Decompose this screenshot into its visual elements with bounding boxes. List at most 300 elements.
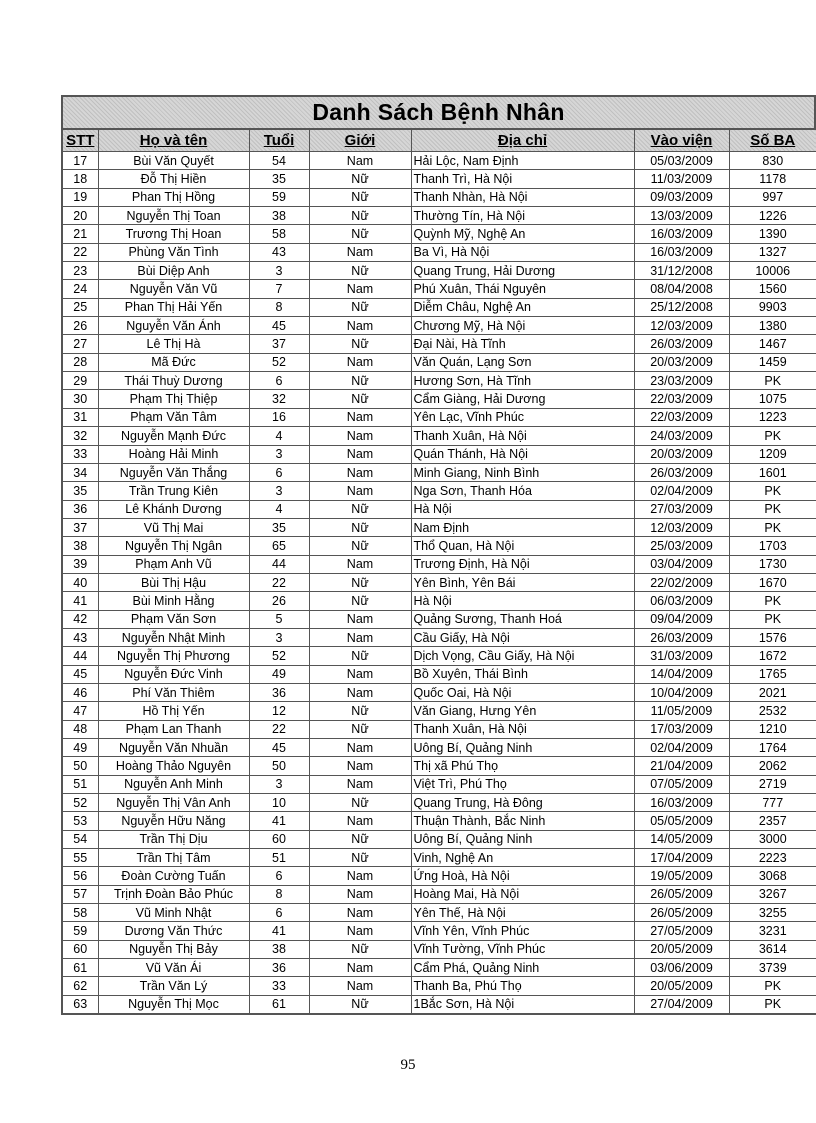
cell-age: 65 [249,537,309,555]
cell-address: Yên Bình, Yên Bái [411,573,634,591]
cell-stt: 41 [62,592,98,610]
cell-name: Trương Thị Hoan [98,225,249,243]
cell-stt: 49 [62,739,98,757]
cell-stt: 24 [62,280,98,298]
cell-admission-date: 26/03/2009 [634,463,729,481]
cell-gender: Nữ [309,573,411,591]
cell-stt: 63 [62,995,98,1014]
cell-admission-date: 03/06/2009 [634,959,729,977]
cell-address: Đại Nài, Hà Tĩnh [411,335,634,353]
cell-record-number: 1210 [729,720,816,738]
table-row [62,500,816,518]
cell-record-number: 3267 [729,885,816,903]
cell-name: Phạm Anh Vũ [98,555,249,573]
cell-record-number: 2532 [729,702,816,720]
cell-stt: 47 [62,702,98,720]
cell-name: Nguyễn Thị Bảy [98,940,249,958]
cell-address: Quảng Sương, Thanh Hoá [411,610,634,628]
table-row [62,170,816,188]
cell-record-number: 2223 [729,849,816,867]
cell-gender: Nam [309,317,411,335]
cell-age: 6 [249,904,309,922]
cell-name: Nguyễn Văn Vũ [98,280,249,298]
table-row [62,812,816,830]
cell-stt: 23 [62,262,98,280]
cell-gender: Nữ [309,298,411,316]
cell-age: 36 [249,959,309,977]
table-row [62,739,816,757]
cell-record-number: PK [729,610,816,628]
cell-stt: 27 [62,335,98,353]
table-row [62,463,816,481]
cell-name: Phạm Thị Thiệp [98,390,249,408]
cell-address: Thanh Trì, Hà Nội [411,170,634,188]
cell-address: Vĩnh Tường, Vĩnh Phúc [411,940,634,958]
cell-age: 3 [249,775,309,793]
table-row [62,152,816,170]
header-record-number: Số BA [729,130,816,152]
cell-admission-date: 27/03/2009 [634,500,729,518]
cell-stt: 44 [62,647,98,665]
cell-stt: 34 [62,463,98,481]
table-row [62,665,816,683]
cell-age: 43 [249,243,309,261]
table-row [62,849,816,867]
cell-name: Bùi Thị Hậu [98,573,249,591]
cell-stt: 32 [62,427,98,445]
cell-record-number: 997 [729,188,816,206]
cell-address: Văn Giang, Hưng Yên [411,702,634,720]
cell-name: Bùi Diệp Anh [98,262,249,280]
header-gender: Giới [309,130,411,152]
cell-address: Minh Giang, Ninh Bình [411,463,634,481]
cell-age: 6 [249,372,309,390]
cell-gender: Nữ [309,830,411,848]
cell-name: Dương Văn Thức [98,922,249,940]
table-row [62,757,816,775]
cell-admission-date: 06/03/2009 [634,592,729,610]
cell-age: 35 [249,518,309,536]
cell-age: 3 [249,445,309,463]
cell-age: 33 [249,977,309,995]
cell-record-number: 1765 [729,665,816,683]
cell-stt: 29 [62,372,98,390]
table-row [62,683,816,701]
cell-stt: 53 [62,812,98,830]
cell-admission-date: 03/04/2009 [634,555,729,573]
cell-age: 22 [249,573,309,591]
cell-name: Lê Thị Hà [98,335,249,353]
cell-stt: 46 [62,683,98,701]
table-row [62,977,816,995]
cell-admission-date: 17/04/2009 [634,849,729,867]
cell-name: Phan Thị Hồng [98,188,249,206]
cell-address: Hải Lộc, Nam Định [411,152,634,170]
cell-name: Hoàng Hải Minh [98,445,249,463]
cell-address: Việt Trì, Phú Thọ [411,775,634,793]
cell-stt: 22 [62,243,98,261]
cell-admission-date: 13/03/2009 [634,207,729,225]
cell-admission-date: 26/05/2009 [634,904,729,922]
sheet-title: Danh Sách Bệnh Nhân [61,95,816,129]
cell-admission-date: 07/05/2009 [634,775,729,793]
cell-gender: Nam [309,445,411,463]
cell-gender: Nam [309,665,411,683]
cell-address: Quang Trung, Hà Đông [411,794,634,812]
table-row [62,628,816,646]
cell-record-number: 1075 [729,390,816,408]
cell-gender: Nữ [309,720,411,738]
cell-stt: 20 [62,207,98,225]
cell-gender: Nữ [309,537,411,555]
cell-record-number: 3068 [729,867,816,885]
cell-stt: 36 [62,500,98,518]
cell-address: Quỳnh Mỹ, Nghệ An [411,225,634,243]
cell-stt: 18 [62,170,98,188]
cell-age: 5 [249,610,309,628]
cell-gender: Nam [309,885,411,903]
cell-address: Hương Sơn, Hà Tĩnh [411,372,634,390]
cell-address: Cẩm Phá, Quảng Ninh [411,959,634,977]
cell-gender: Nữ [309,225,411,243]
cell-age: 3 [249,262,309,280]
cell-admission-date: 22/03/2009 [634,390,729,408]
cell-admission-date: 27/04/2009 [634,995,729,1014]
cell-gender: Nam [309,482,411,500]
table-row [62,647,816,665]
table-row [62,280,816,298]
cell-stt: 60 [62,940,98,958]
table-row [62,317,816,335]
cell-record-number: 2719 [729,775,816,793]
cell-address: Dịch Vọng, Cầu Giấy, Hà Nội [411,647,634,665]
cell-admission-date: 12/03/2009 [634,317,729,335]
cell-admission-date: 08/04/2008 [634,280,729,298]
cell-address: Cầu Giấy, Hà Nội [411,628,634,646]
cell-admission-date: 17/03/2009 [634,720,729,738]
cell-stt: 48 [62,720,98,738]
cell-address: Hoàng Mai, Hà Nội [411,885,634,903]
cell-name: Phạm Văn Sơn [98,610,249,628]
cell-name: Phạm Văn Tâm [98,408,249,426]
cell-record-number: PK [729,977,816,995]
table-row [62,885,816,903]
cell-address: Bồ Xuyên, Thái Bình [411,665,634,683]
cell-record-number: PK [729,427,816,445]
table-row [62,555,816,573]
cell-admission-date: 22/03/2009 [634,408,729,426]
table-row [62,335,816,353]
cell-record-number: 2021 [729,683,816,701]
cell-admission-date: 27/05/2009 [634,922,729,940]
cell-stt: 33 [62,445,98,463]
cell-age: 26 [249,592,309,610]
cell-name: Nguyễn Nhật Minh [98,628,249,646]
cell-record-number: 1223 [729,408,816,426]
table-row [62,518,816,536]
cell-age: 45 [249,317,309,335]
cell-gender: Nam [309,739,411,757]
cell-age: 6 [249,463,309,481]
cell-record-number: 1764 [729,739,816,757]
cell-name: Nguyễn Đức Vinh [98,665,249,683]
cell-gender: Nữ [309,647,411,665]
cell-record-number: 1672 [729,647,816,665]
cell-stt: 39 [62,555,98,573]
cell-address: Cẩm Giàng, Hải Dương [411,390,634,408]
cell-stt: 51 [62,775,98,793]
cell-address: Thanh Ba, Phú Thọ [411,977,634,995]
cell-age: 12 [249,702,309,720]
cell-stt: 17 [62,152,98,170]
cell-age: 41 [249,812,309,830]
cell-name: Trần Trung Kiên [98,482,249,500]
cell-address: Quang Trung, Hải Dương [411,262,634,280]
cell-gender: Nam [309,757,411,775]
cell-admission-date: 05/05/2009 [634,812,729,830]
cell-stt: 61 [62,959,98,977]
cell-name: Trần Văn Lý [98,977,249,995]
cell-admission-date: 11/05/2009 [634,702,729,720]
cell-record-number: PK [729,518,816,536]
cell-name: Phan Thị Hải Yến [98,298,249,316]
cell-stt: 38 [62,537,98,555]
table-row [62,959,816,977]
cell-stt: 55 [62,849,98,867]
table-header [62,130,816,152]
cell-name: Nguyễn Mạnh Đức [98,427,249,445]
cell-age: 54 [249,152,309,170]
cell-address: Nam Định [411,518,634,536]
table-row [62,482,816,500]
cell-admission-date: 23/03/2009 [634,372,729,390]
cell-age: 3 [249,628,309,646]
cell-gender: Nam [309,977,411,995]
cell-age: 45 [249,739,309,757]
cell-name: Thái Thuỳ Dương [98,372,249,390]
table-row [62,188,816,206]
table-row [62,610,816,628]
cell-record-number: 1730 [729,555,816,573]
table-row [62,775,816,793]
cell-admission-date: 22/02/2009 [634,573,729,591]
cell-admission-date: 26/03/2009 [634,335,729,353]
cell-name: Đoàn Cường Tuấn [98,867,249,885]
cell-record-number: 1380 [729,317,816,335]
table-row [62,794,816,812]
table-row [62,904,816,922]
cell-admission-date: 25/03/2009 [634,537,729,555]
cell-stt: 35 [62,482,98,500]
cell-address: 1Bắc Sơn, Hà Nội [411,995,634,1014]
cell-gender: Nam [309,408,411,426]
cell-stt: 37 [62,518,98,536]
patient-list-sheet [61,95,816,1015]
cell-stt: 30 [62,390,98,408]
cell-age: 7 [249,280,309,298]
cell-name: Bùi Minh Hằng [98,592,249,610]
cell-age: 52 [249,353,309,371]
cell-admission-date: 20/03/2009 [634,353,729,371]
cell-name: Bùi Văn Quyết [98,152,249,170]
cell-record-number: PK [729,482,816,500]
cell-address: Quán Thánh, Hà Nội [411,445,634,463]
cell-admission-date: 25/12/2008 [634,298,729,316]
cell-admission-date: 16/03/2009 [634,794,729,812]
cell-name: Lê Khánh Dương [98,500,249,518]
cell-name: Phùng Văn Tình [98,243,249,261]
header-address: Địa chỉ [411,130,634,152]
cell-age: 51 [249,849,309,867]
cell-gender: Nam [309,152,411,170]
cell-name: Vũ Thị Mai [98,518,249,536]
header-row [62,130,816,152]
table-row [62,390,816,408]
cell-address: Vĩnh Yên, Vĩnh Phúc [411,922,634,940]
cell-admission-date: 20/05/2009 [634,977,729,995]
header-name: Họ và tên [98,130,249,152]
cell-admission-date: 31/03/2009 [634,647,729,665]
cell-gender: Nữ [309,995,411,1014]
cell-gender: Nữ [309,372,411,390]
cell-gender: Nam [309,628,411,646]
cell-address: Trương Định, Hà Nội [411,555,634,573]
cell-address: Yên Lạc, Vĩnh Phúc [411,408,634,426]
cell-gender: Nam [309,353,411,371]
cell-age: 61 [249,995,309,1014]
table-row [62,592,816,610]
table-row [62,573,816,591]
cell-admission-date: 20/03/2009 [634,445,729,463]
cell-record-number: 1459 [729,353,816,371]
cell-admission-date: 09/04/2009 [634,610,729,628]
cell-record-number: 777 [729,794,816,812]
cell-gender: Nam [309,775,411,793]
cell-address: Uông Bí, Quảng Ninh [411,739,634,757]
cell-stt: 54 [62,830,98,848]
table-row [62,940,816,958]
cell-gender: Nam [309,610,411,628]
cell-gender: Nam [309,867,411,885]
cell-name: Vũ Văn Ái [98,959,249,977]
page-number: 95 [400,1057,416,1073]
cell-record-number: 1209 [729,445,816,463]
cell-admission-date: 19/05/2009 [634,867,729,885]
table-row [62,720,816,738]
cell-address: Ứng Hoà, Hà Nội [411,867,634,885]
table-row [62,353,816,371]
cell-stt: 56 [62,867,98,885]
cell-record-number: PK [729,500,816,518]
cell-gender: Nữ [309,207,411,225]
cell-age: 35 [249,170,309,188]
cell-record-number: 10006 [729,262,816,280]
table-body [62,152,816,1015]
cell-name: Nguyễn Thị Vân Anh [98,794,249,812]
cell-age: 37 [249,335,309,353]
cell-age: 3 [249,482,309,500]
cell-age: 32 [249,390,309,408]
cell-record-number: 1576 [729,628,816,646]
cell-gender: Nữ [309,335,411,353]
cell-admission-date: 26/05/2009 [634,885,729,903]
cell-address: Văn Quán, Lạng Sơn [411,353,634,371]
cell-admission-date: 02/04/2009 [634,482,729,500]
cell-admission-date: 20/05/2009 [634,940,729,958]
cell-age: 10 [249,794,309,812]
cell-name: Nguyễn Văn Thắng [98,463,249,481]
cell-record-number: 3231 [729,922,816,940]
cell-age: 44 [249,555,309,573]
cell-name: Phí Văn Thiêm [98,683,249,701]
cell-record-number: 3614 [729,940,816,958]
cell-stt: 62 [62,977,98,995]
cell-address: Chương Mỹ, Hà Nội [411,317,634,335]
cell-age: 58 [249,225,309,243]
table-row [62,830,816,848]
cell-gender: Nữ [309,262,411,280]
cell-admission-date: 16/03/2009 [634,225,729,243]
cell-age: 50 [249,757,309,775]
cell-gender: Nam [309,683,411,701]
cell-age: 52 [249,647,309,665]
cell-gender: Nữ [309,794,411,812]
cell-name: Nguyễn Văn Nhuần [98,739,249,757]
cell-gender: Nữ [309,940,411,958]
cell-gender: Nữ [309,849,411,867]
cell-record-number: 1670 [729,573,816,591]
cell-record-number: PK [729,592,816,610]
cell-address: Thị xã Phú Thọ [411,757,634,775]
cell-record-number: 3739 [729,959,816,977]
cell-name: Nguyễn Thị Phương [98,647,249,665]
cell-stt: 28 [62,353,98,371]
table-row [62,372,816,390]
cell-stt: 57 [62,885,98,903]
cell-age: 41 [249,922,309,940]
cell-record-number: 1703 [729,537,816,555]
cell-record-number: 3000 [729,830,816,848]
cell-admission-date: 10/04/2009 [634,683,729,701]
table-row [62,922,816,940]
cell-age: 16 [249,408,309,426]
cell-record-number: 1226 [729,207,816,225]
cell-gender: Nam [309,280,411,298]
cell-record-number: PK [729,995,816,1014]
cell-age: 49 [249,665,309,683]
cell-admission-date: 12/03/2009 [634,518,729,536]
cell-gender: Nam [309,812,411,830]
cell-record-number: 1601 [729,463,816,481]
cell-admission-date: 24/03/2009 [634,427,729,445]
cell-gender: Nữ [309,188,411,206]
cell-stt: 21 [62,225,98,243]
cell-age: 38 [249,940,309,958]
cell-address: Thuận Thành, Bắc Ninh [411,812,634,830]
table-row [62,207,816,225]
cell-name: Mã Đức [98,353,249,371]
cell-name: Nguyễn Hữu Năng [98,812,249,830]
cell-address: Quốc Oai, Hà Nội [411,683,634,701]
table-row [62,262,816,280]
cell-name: Trịnh Đoàn Bảo Phúc [98,885,249,903]
cell-age: 6 [249,867,309,885]
cell-admission-date: 16/03/2009 [634,243,729,261]
cell-age: 60 [249,830,309,848]
header-stt: STT [62,130,98,152]
cell-admission-date: 05/03/2009 [634,152,729,170]
cell-name: Hoàng Thảo Nguyên [98,757,249,775]
